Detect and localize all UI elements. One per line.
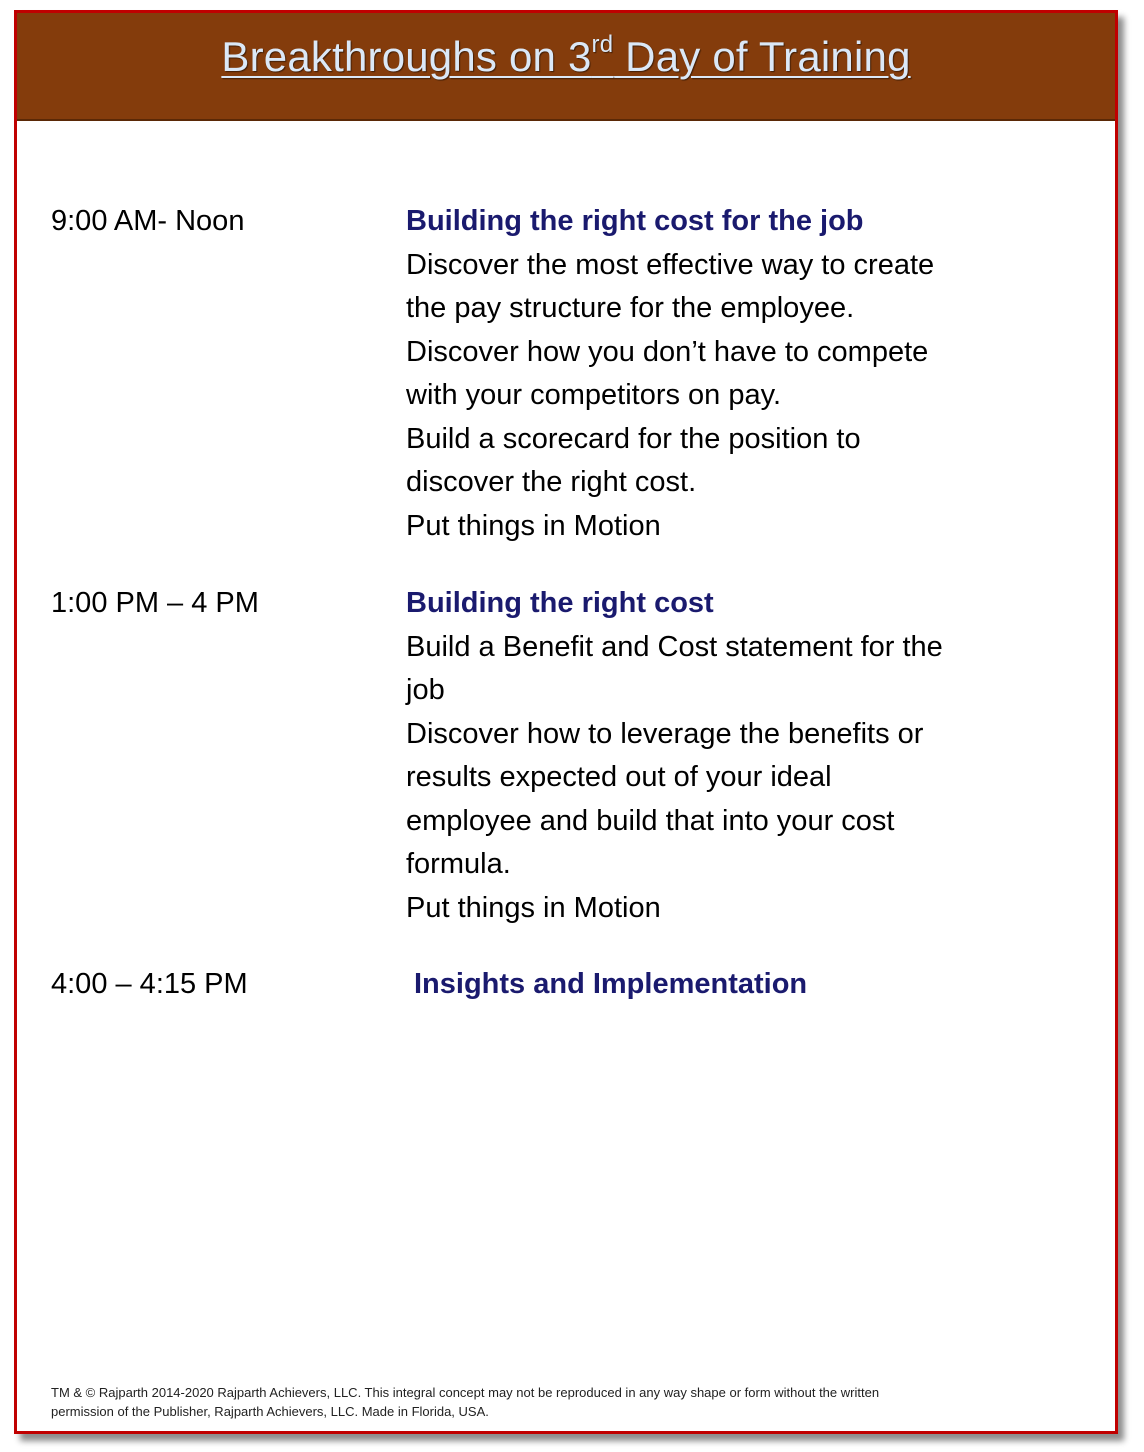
header-band (17, 13, 1115, 121)
session-line: Put things in Motion (406, 891, 661, 924)
session-line: with your competitors on pay. (406, 379, 782, 411)
session-title: Insights and Implementation (414, 968, 808, 1000)
session-time: 9:00 AM- Noon (51, 205, 245, 237)
session-line: Put things in Motion (406, 509, 661, 542)
page-frame (14, 10, 1118, 1434)
session-title: Building the right cost (406, 587, 714, 619)
title-rest: Day of Training (613, 33, 911, 80)
session-content (406, 200, 1066, 548)
session-time: 1:00 PM – 4 PM (51, 587, 259, 619)
session-line: Build a scorecard for the position to (406, 422, 861, 455)
copyright-footer (51, 1383, 1091, 1421)
session-line: results expected out of your ideal (406, 761, 832, 793)
session-line: the pay structure for the employee. (406, 292, 855, 324)
session-line: Discover the most effective way to create (406, 248, 935, 281)
footer-line: permission of the Publisher, Rajparth Achievers, LLC. Made in Florida, USA. (51, 1404, 489, 1419)
session-line: employee and build that into your cost (406, 804, 895, 837)
session-line: Discover how you don’t have to compete (406, 335, 929, 368)
session-line: job (406, 674, 445, 706)
session-line: formula. (406, 848, 511, 880)
title-main: Breakthroughs on 3 (221, 33, 592, 80)
page-title (17, 31, 1115, 83)
title-superscript: rd (591, 31, 614, 58)
session-content (406, 963, 1066, 1007)
session-line: Discover how to leverage the benefits or (406, 717, 924, 750)
footer-line: TM & © Rajparth 2014-2020 Rajparth Achievers, LLC. This integral concept may not be reproduced in any way shape or form without the written (51, 1385, 880, 1400)
session-title: Building the right cost for the job (406, 205, 864, 237)
session-time: 4:00 – 4:15 PM (51, 968, 248, 1000)
session-line: Build a Benefit and Cost statement for the (406, 630, 943, 663)
session-content (406, 582, 1066, 930)
session-line: discover the right cost. (406, 466, 697, 498)
